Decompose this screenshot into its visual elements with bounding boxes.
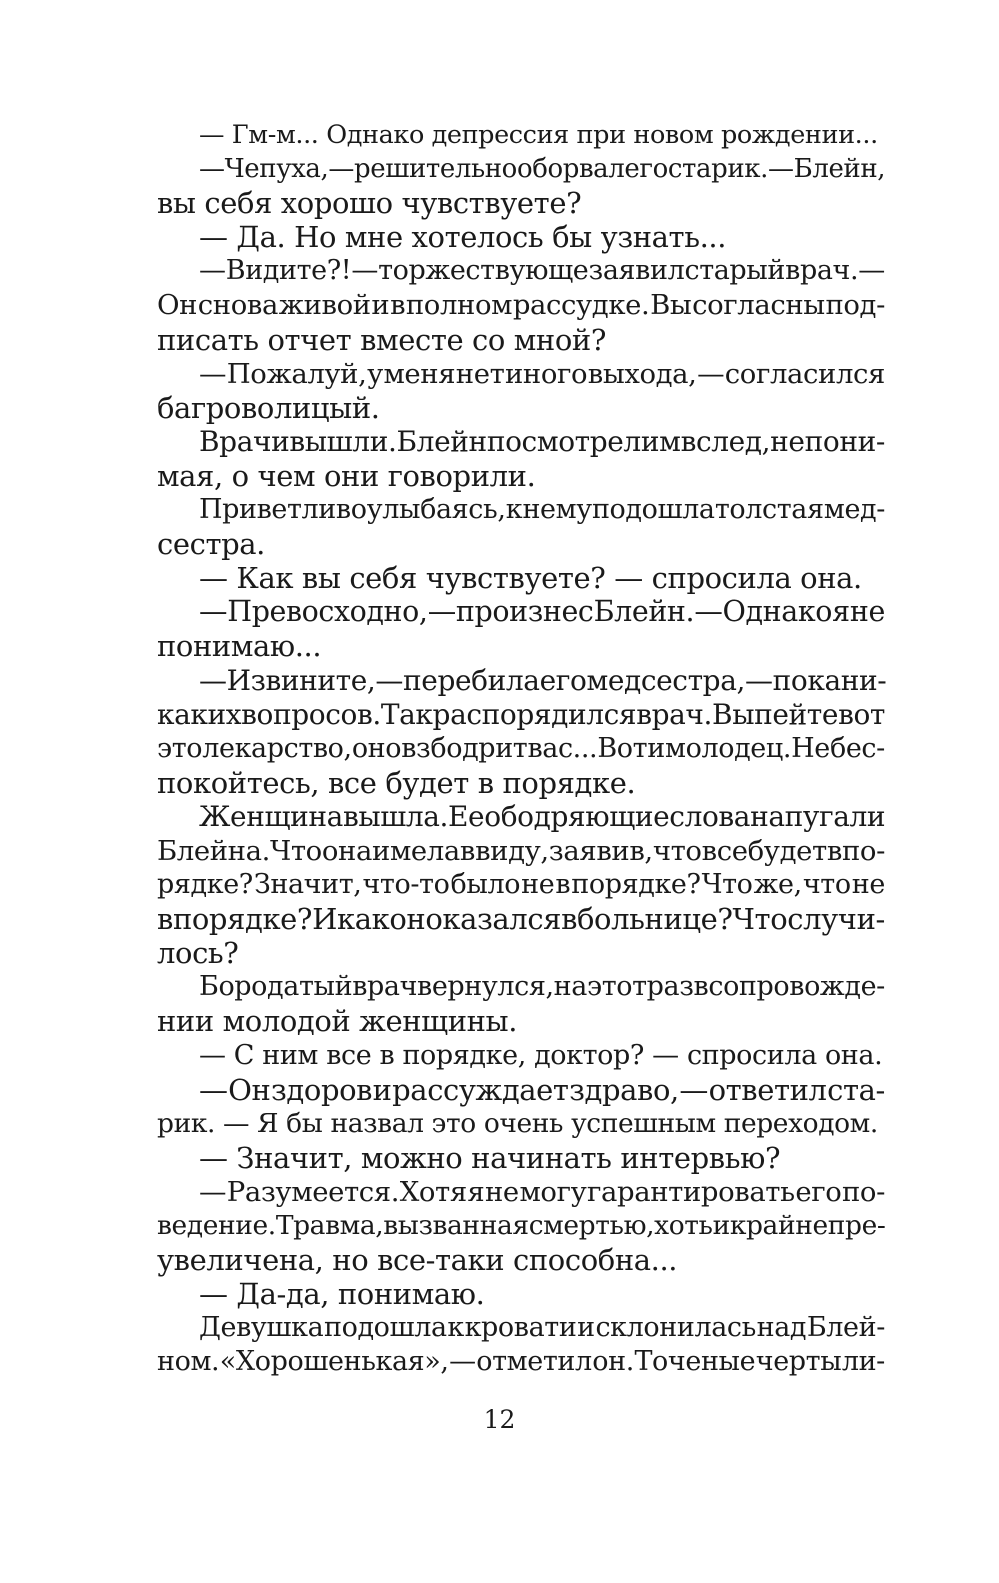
- text-line: лось?: [157, 936, 239, 971]
- text-line: — С ним все в порядке, доктор? — спросила она.: [199, 1039, 883, 1071]
- text-line: — Превосходно, — произнес Блейн. — Однако я не: [199, 595, 885, 629]
- text-line: понимаю...: [157, 629, 322, 664]
- text-line: ведение. Травма, вызванная смертью, хоть и крайне пре-: [157, 1210, 886, 1241]
- text-line: — Да. Но мне хотелось бы узнать...: [199, 220, 727, 255]
- text-line: Он снова живой и в полном рассудке. Вы согласны под-: [157, 289, 885, 322]
- text-line: в порядке? И как он оказался в больнице? Что случи-: [157, 902, 885, 937]
- text-line: — Гм-м... Однако депрессия при новом рождении...: [199, 120, 878, 150]
- text-line: — Он здоров и рассуждает здраво, — ответил ста-: [199, 1072, 885, 1107]
- text-line: — Разумеется. Хотя я не могу гарантировать его по-: [199, 1175, 885, 1208]
- text-line: рядке? Значит, что-то было не в порядке? Что же, что не: [157, 869, 885, 901]
- text-line: Бородатый врач вернулся, на этот раз в сопровожде-: [199, 971, 885, 1003]
- text-line: рик. — Я бы назвал это очень успешным переходом.: [157, 1107, 878, 1139]
- text-line: вы себя хорошо чувствуете?: [157, 186, 582, 221]
- text-line: Врачи вышли. Блейн посмотрел им вслед, не пони-: [199, 424, 885, 458]
- text-line: мая, о чем они говорили.: [157, 458, 536, 493]
- text-line: Девушка подошла к кровати и склонилась над Блей-: [199, 1312, 885, 1344]
- text-line: — Да-да, понимаю.: [199, 1277, 485, 1312]
- text-line: покойтесь, все будет в порядке.: [157, 765, 636, 800]
- text-line: Приветливо улыбаясь, к нему подошла толстая мед-: [199, 494, 885, 526]
- body-text: [157, 118, 885, 1379]
- text-line: багроволицый.: [157, 390, 380, 425]
- text-line: Блейна. Что она имела в виду, заявив, что все будет в по-: [157, 834, 885, 867]
- text-line: писать отчет вместе со мной?: [157, 322, 606, 357]
- text-line: — Чепуха, — решительно оборвал его старик. — Блейн,: [199, 154, 886, 185]
- text-line: это лекарство, оно взбодрит вас... Вот и молодец. Не бес-: [157, 732, 885, 764]
- text-line: Женщина вышла. Ее ободряющие слова напугали: [199, 799, 886, 833]
- text-line: ном. «Хорошенькая», — отметил он. Точеные черты ли-: [157, 1346, 885, 1378]
- text-line: каких вопросов. Так распорядился врач. Выпейте вот: [157, 697, 885, 731]
- text-line: увеличена, но все-таки способна...: [157, 1243, 678, 1278]
- text-line: — Извините, — перебила его медсестра, — пока ни-: [199, 663, 887, 697]
- text-line: — Видите?! — торжествующе заявил старый врач. —: [199, 255, 885, 287]
- page-number: 12: [483, 1405, 516, 1434]
- text-line: — Пожалуй, у меня нет иного выхода, — согласился: [199, 357, 885, 390]
- text-line: — Значит, можно начинать интервью?: [199, 1140, 781, 1175]
- text-line: — Как вы себя чувствуете? — спросила она.: [199, 561, 862, 596]
- text-line: сестра.: [157, 527, 265, 562]
- text-line: нии молодой женщины.: [157, 1004, 518, 1039]
